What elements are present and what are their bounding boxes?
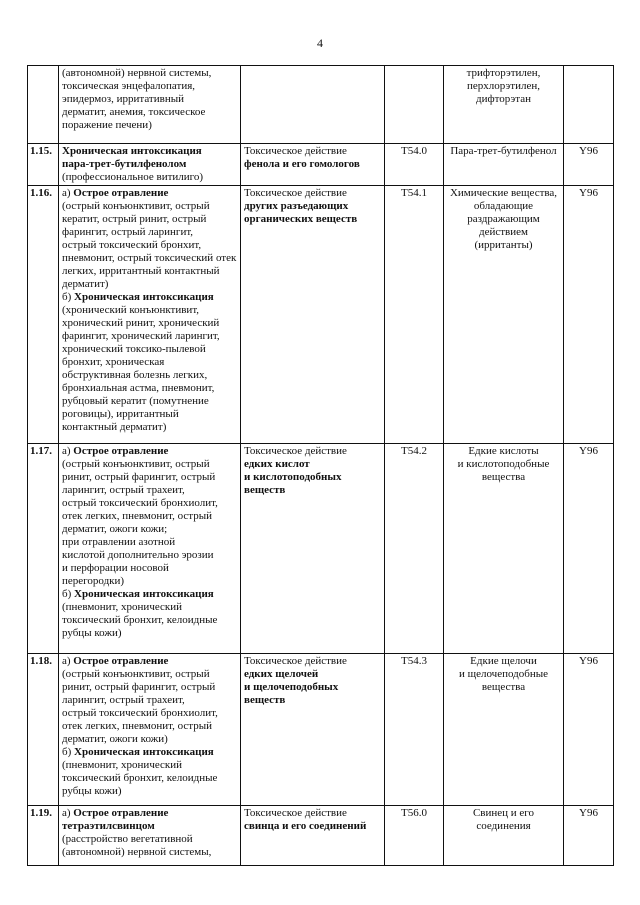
disease-cell [59,144,241,186]
disease-line: эпидермоз, ирритативный [62,93,184,105]
disease-line: при отравлении азотной [62,536,176,548]
agent-line: вещества [481,681,526,693]
disease-line: а) Острое отравление [62,445,169,457]
disease-line: острый токсический бронхиолит, [62,497,218,509]
row-number [28,66,59,144]
disease-line: и перфорации носовой [62,562,169,574]
disease-line: дерматит, анемия, токсическое [62,106,206,118]
agent-line: Едкие кислоты [468,445,539,457]
disease-line: (пневмонит, хронический [62,759,183,771]
external-cause-code: Y96 [564,654,614,806]
icd-code [385,66,444,144]
disease-line: б) Хроническая интоксикация [62,588,214,600]
cause-line: и щелочеподобных [244,681,339,693]
disease-line: рубцовый кератит (помутнение [62,395,209,407]
external-cause-code: Y96 [564,186,614,444]
agent-line: и щелочеподобные [458,668,549,680]
cause-line: и кислотоподобных [244,471,342,483]
cause-cell [241,806,385,866]
disease-cell [59,66,241,144]
disease-cell [59,186,241,444]
disease-line: а) Острое отравление [62,807,169,819]
table-row [28,144,614,186]
agent-line: соединения [476,820,531,832]
table-row [28,444,614,654]
row-number: 1.16. [28,186,59,444]
disease-line: пара-трет-бутилфенолом [62,158,187,170]
agent-cell [444,806,564,866]
disease-line: (расстройство вегетативной [62,833,193,845]
agent-line: дифторэтан [476,93,531,105]
disease-line: фарингит, хронический ларингит, [62,330,220,342]
agent-line: Свинец и его [472,807,535,819]
agent-line: Едкие щелочи [470,655,537,667]
agent-line: трифторэтилен, [466,67,541,79]
disease-line: рубцы кожи) [62,627,122,639]
disease-cell [59,654,241,806]
cause-line: фенола и его гомологов [244,158,360,170]
disease-line: токсическая энцефалопатия, [62,80,196,92]
disease-line: (автономной) нервной системы, [62,67,212,79]
agent-line: обладающие [473,200,534,212]
cause-line: веществ [244,694,286,706]
cause-line: других разъедающих [244,200,349,212]
icd-code: T54.3 [385,654,444,806]
external-cause-code: Y96 [564,444,614,654]
cause-line: Токсическое действие [244,655,347,667]
disease-line: рубцы кожи) [62,785,122,797]
disease-line: токсический бронхит, келоидные [62,772,218,784]
agent-cell [444,144,564,186]
cause-cell [241,66,385,144]
agent-line: вещества [481,471,526,483]
table-row [28,66,614,144]
disease-cell [59,806,241,866]
disease-line: хронический токсико-пылевой [62,343,206,355]
row-number: 1.17. [28,444,59,654]
disease-line: дерматит, ожоги кожи) [62,733,168,745]
row-number: 1.15. [28,144,59,186]
table-row [28,806,614,866]
cause-line: Токсическое действие [244,187,347,199]
disease-line: кислотой дополнительно эрозии [62,549,214,561]
disease-line: перегородки) [62,575,125,587]
disease-line: бронхит, хроническая [62,356,165,368]
disease-line: б) Хроническая интоксикация [62,746,214,758]
disease-cell [59,444,241,654]
disease-line: (острый конъюнктивит, острый [62,200,210,212]
icd-code: T54.1 [385,186,444,444]
disease-line: ларингит, острый трахеит, [62,484,185,496]
disease-line: контактный дерматит) [62,421,167,433]
disease-line: кератит, острый ринит, острый [62,213,207,225]
disease-line: хронический ринит, хронический [62,317,220,329]
disease-line: (острый конъюнктивит, острый [62,668,210,680]
cause-line: веществ [244,484,286,496]
agent-cell [444,186,564,444]
cause-line: едких щелочей [244,668,319,680]
disease-line: острый токсический бронхит, [62,239,202,251]
agent-line: Химические вещества, [449,187,558,199]
disease-line: тетраэтилсвинцом [62,820,155,832]
disease-line: поражение печени) [62,119,152,131]
row-number: 1.19. [28,806,59,866]
cause-line: органических веществ [244,213,358,225]
agent-cell [444,444,564,654]
disease-line: обструктивная болезнь легких, [62,369,208,381]
agent-line: (ирританты) [474,239,533,251]
agent-line: перхлорэтилен, [467,80,540,92]
disease-line: (острый конъюнктивит, острый [62,458,210,470]
cause-line: Токсическое действие [244,445,347,457]
agent-line: действием [479,226,528,238]
cause-cell [241,444,385,654]
disease-line: а) Острое отравление [62,187,169,199]
disease-line: ринит, острый фарингит, острый [62,471,216,483]
disease-line: дерматит, ожоги кожи; [62,523,168,535]
cause-cell [241,144,385,186]
external-cause-code: Y96 [564,806,614,866]
disease-line: дерматит) [62,278,109,290]
disease-line: легких, ирритантный контактный [62,265,220,277]
disease-line: (профессиональное витилиго) [62,171,204,183]
disease-line: Хроническая интоксикация [62,145,202,157]
external-cause-code: Y96 [564,144,614,186]
row-number: 1.18. [28,654,59,806]
external-cause-code [564,66,614,144]
table-row [28,654,614,806]
agent-line: раздражающим [467,213,540,225]
cause-line: Токсическое действие [244,807,347,819]
disease-line: б) Хроническая интоксикация [62,291,214,303]
disease-line: (хронический конъюнктивит, [62,304,200,316]
disease-line: острый токсический бронхиолит, [62,707,218,719]
cause-line: едких кислот [244,458,310,470]
disease-line: ларингит, острый трахеит, [62,694,185,706]
agent-line: и кислотоподобные [457,458,550,470]
disease-line: а) Острое отравление [62,655,169,667]
cause-cell [241,186,385,444]
icd-code: T54.0 [385,144,444,186]
disease-line: токсический бронхит, келоидные [62,614,218,626]
disease-line: бронхиальная астма, пневмонит, [62,382,215,394]
icd-code: T56.0 [385,806,444,866]
agent-cell [444,654,564,806]
page-number: 4 [317,36,323,50]
disease-line: роговицы), ирритантный [62,408,179,420]
diseases-table [27,65,614,866]
cause-cell [241,654,385,806]
disease-line: отек легких, пневмонит, острый [62,720,213,732]
icd-code: T54.2 [385,444,444,654]
cause-line: свинца и его соединений [244,820,367,832]
table-row [28,186,614,444]
agent-line: Пара-трет-бутилфенол [450,145,557,157]
disease-line: (пневмонит, хронический [62,601,183,613]
disease-line: фарингит, острый ларингит, [62,226,194,238]
disease-line: ринит, острый фарингит, острый [62,681,216,693]
agent-cell [444,66,564,144]
disease-line: (автономной) нервной системы, [62,846,212,858]
cause-line: Токсическое действие [244,145,347,157]
disease-line: отек легких, пневмонит, острый [62,510,213,522]
disease-line: пневмонит, острый токсический отек [62,252,237,264]
